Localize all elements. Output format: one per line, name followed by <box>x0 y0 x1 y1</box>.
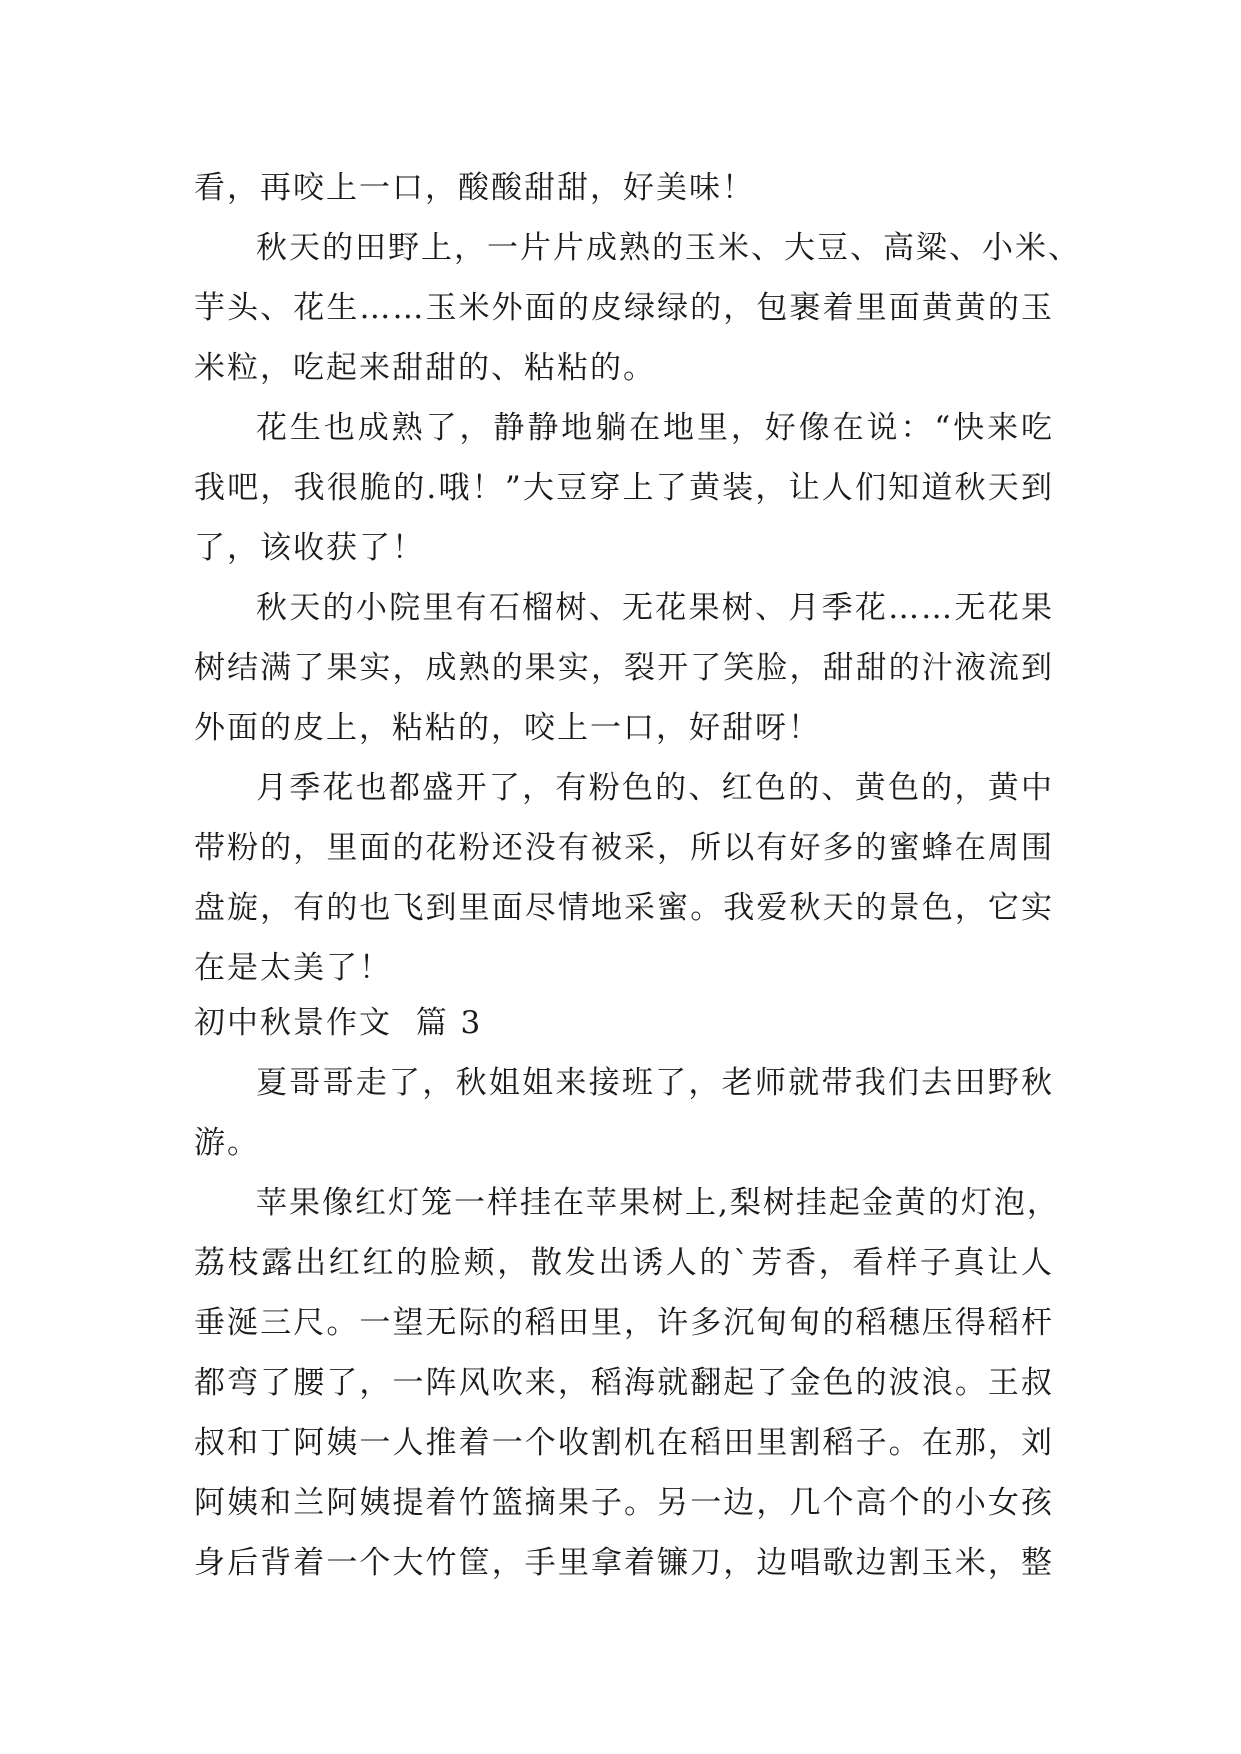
text-line: 垂涎三尺。一望无际的稻田里，许多沉甸甸的稻穗压得稻杆 <box>194 1305 1054 1341</box>
paragraph-first-line: 苹果像红灯笼一样挂在苹果树上,梨树挂起金黄的灯泡， <box>256 1185 1060 1221</box>
text-line: 叔和丁阿姨一人推着一个收割机在稻田里割稻子。在那，刘 <box>194 1425 1054 1461</box>
text-line: 身后背着一个大竹筐，手里拿着镰刀，边唱歌边割玉米，整 <box>194 1545 1054 1581</box>
text-line: 都弯了腰了，一阵风吹来，稻海就翻起了金色的波浪。王叔 <box>194 1365 1054 1401</box>
text-line: 米粒，吃起来甜甜的、粘粘的。 <box>194 350 656 386</box>
section-heading: 初中秋景作文 篇 3 <box>194 1005 483 1041</box>
paragraph-first-line: 秋天的小院里有石榴树、无花果树、月季花……无花果 <box>256 590 1054 626</box>
text-line: 芋头、花生……玉米外面的皮绿绿的，包裹着里面黄黄的玉 <box>194 290 1054 326</box>
text-line: 在是太美了！ <box>194 950 392 986</box>
text-line: 荔枝露出红红的脸颊，散发出诱人的`芳香，看样子真让人 <box>194 1245 1054 1281</box>
paragraph-first-line: 月季花也都盛开了，有粉色的、红色的、黄色的，黄中 <box>256 770 1054 806</box>
paragraph-first-line: 花生也成熟了，静静地躺在地里，好像在说：“快来吃 <box>256 410 1054 446</box>
text-line: 盘旋，有的也飞到里面尽情地采蜜。我爱秋天的景色，它实 <box>194 890 1054 926</box>
text-line: 阿姨和兰阿姨提着竹篮摘果子。另一边，几个高个的小女孩 <box>194 1485 1054 1521</box>
text-line: 树结满了果实，成熟的果实，裂开了笑脸，甜甜的汁液流到 <box>194 650 1054 686</box>
paragraph-first-line: 夏哥哥走了，秋姐姐来接班了，老师就带我们去田野秋 <box>256 1065 1054 1101</box>
text-line: 带粉的，里面的花粉还没有被采，所以有好多的蜜蜂在周围 <box>194 830 1054 866</box>
text-line: 了，该收获了！ <box>194 530 425 566</box>
text-line: 外面的皮上，粘粘的，咬上一口，好甜呀！ <box>194 710 821 746</box>
paragraph-first-line: 秋天的田野上，一片片成熟的玉米、大豆、高粱、小米、 <box>256 230 1081 266</box>
text-line: 看，再咬上一口，酸酸甜甜，好美味！ <box>194 170 755 206</box>
text-line: 游。 <box>194 1125 260 1161</box>
text-line: 我吧，我很脆的.哦！”大豆穿上了黄装，让人们知道秋天到 <box>194 470 1054 506</box>
